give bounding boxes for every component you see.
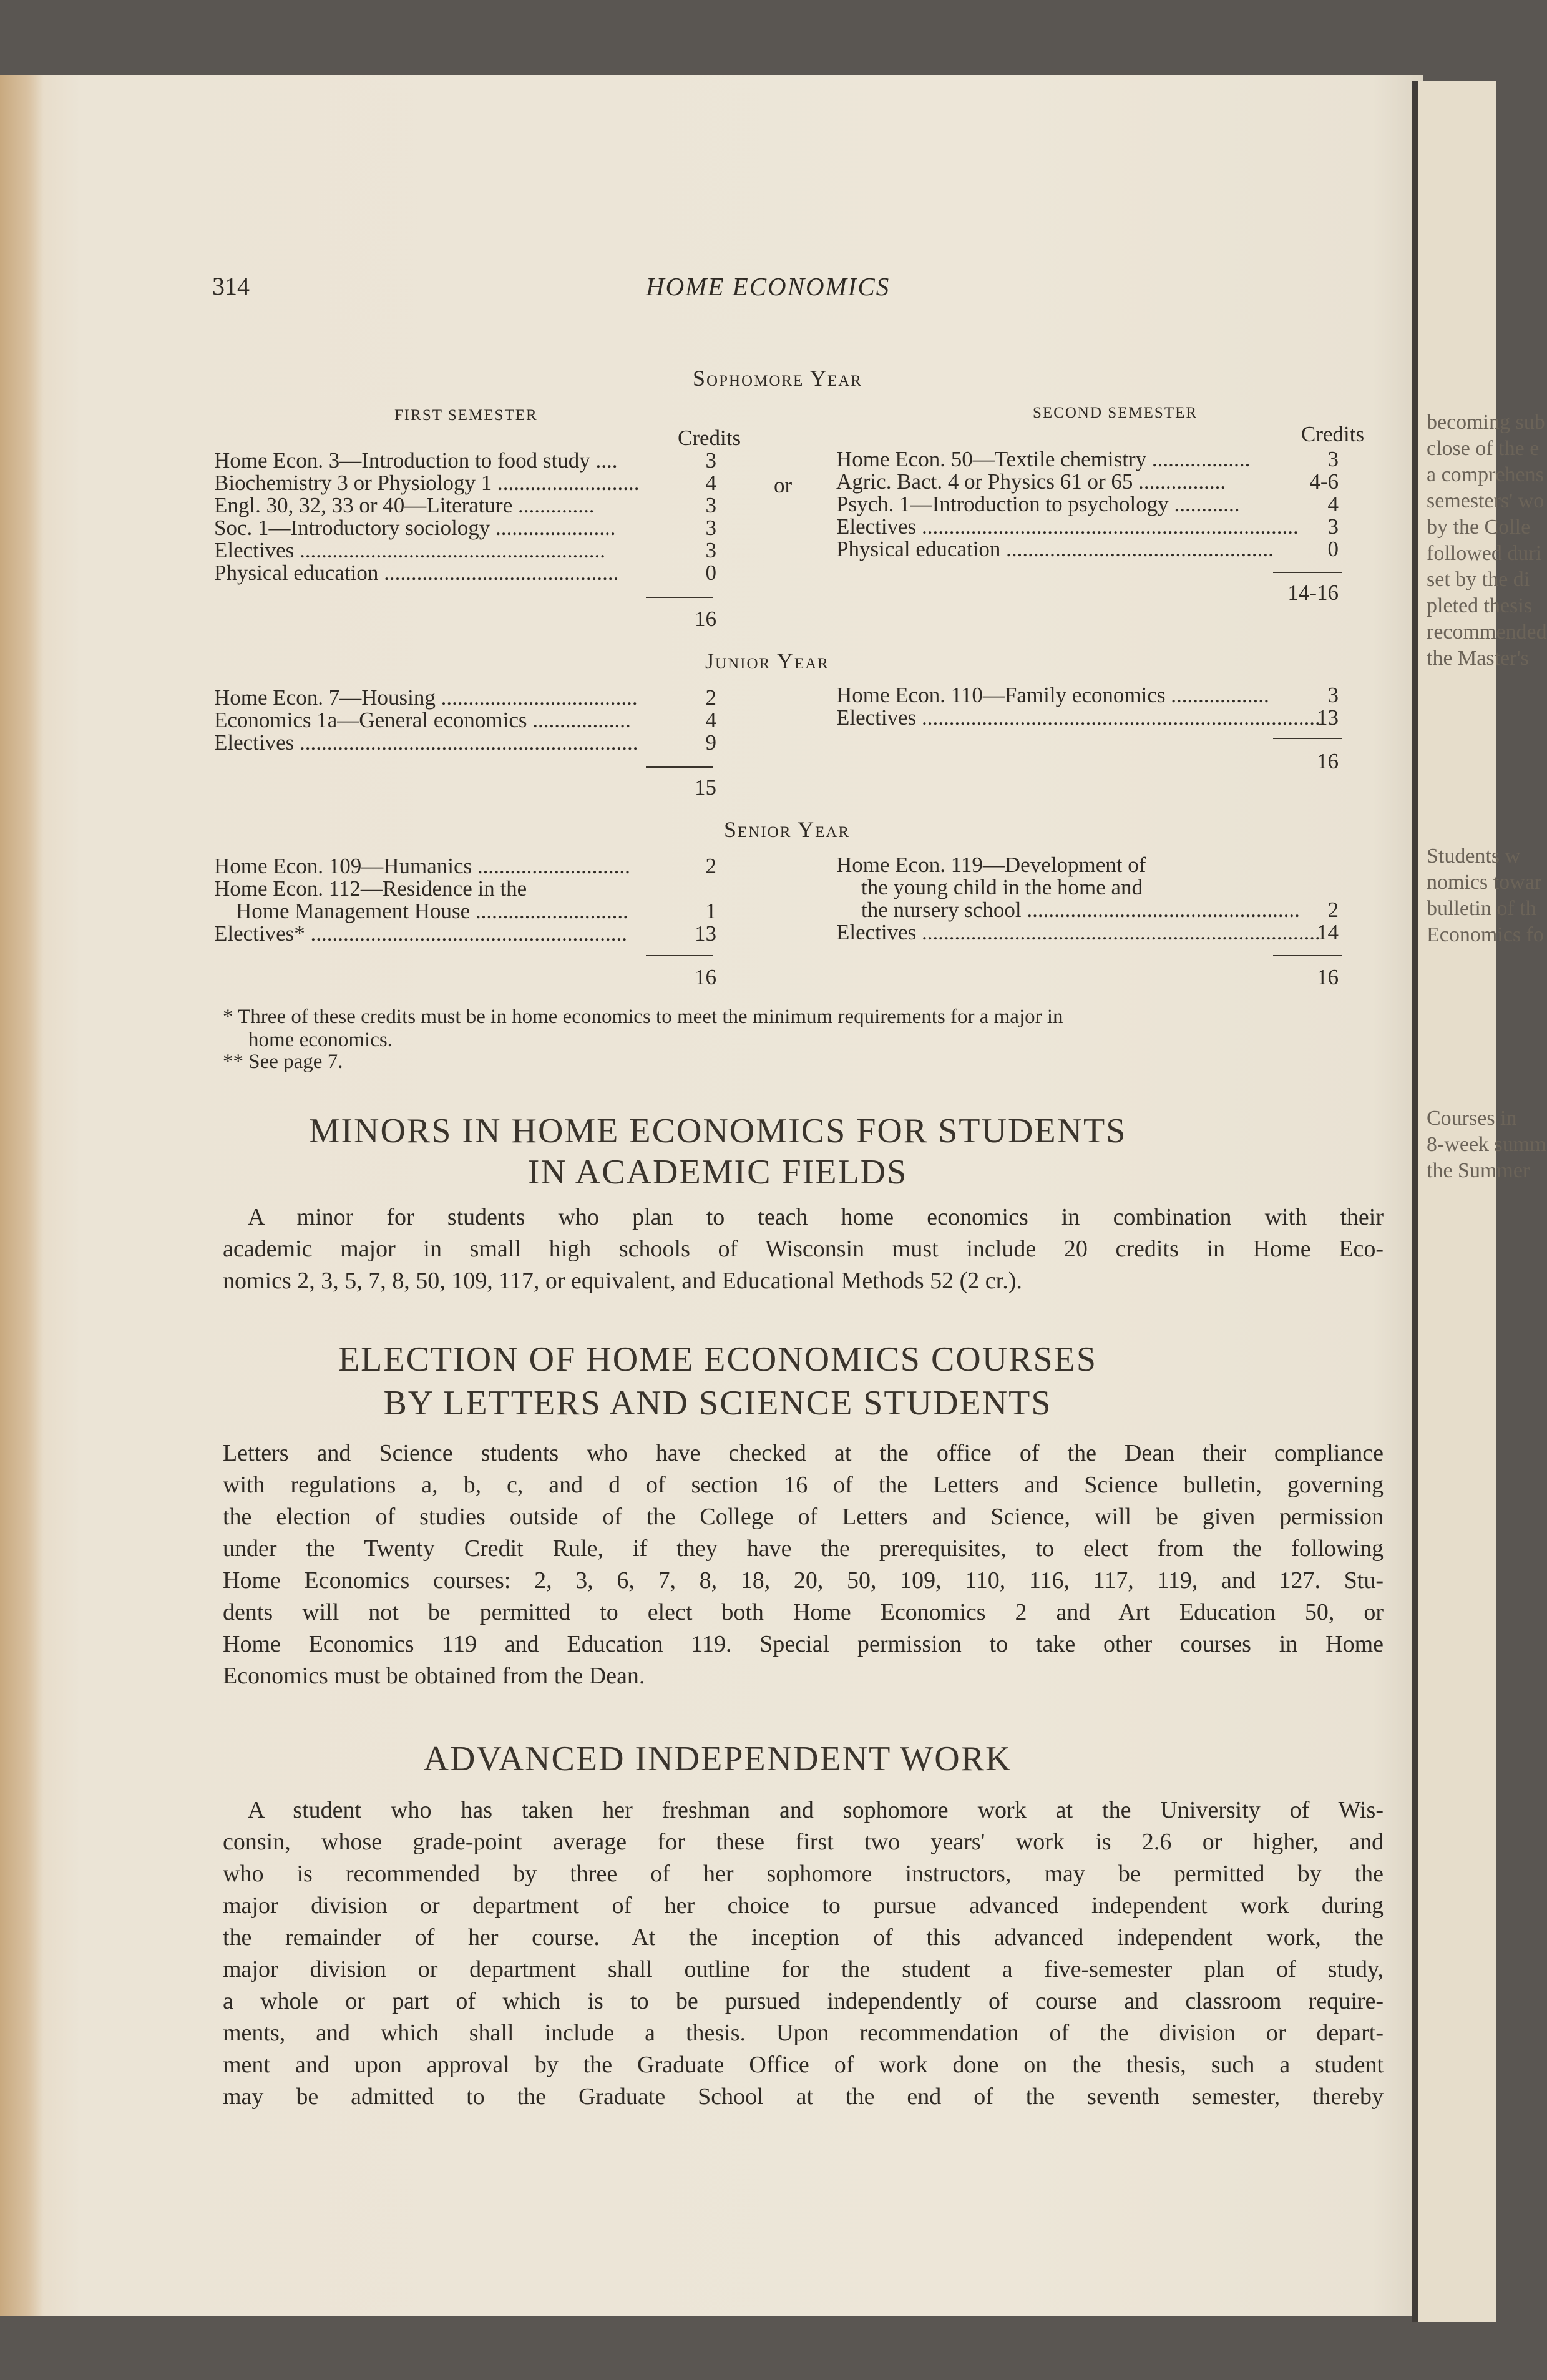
peek-line: nomics towar	[1427, 871, 1542, 894]
credit-value: 2	[1327, 898, 1339, 922]
peek-line: close of the e	[1427, 437, 1540, 460]
course-line: Home Econ. 50—Textile chemistry ..................	[836, 447, 1251, 471]
course-line: Soc. 1—Introductory sociology ......................	[214, 516, 616, 540]
minors-paragraph	[223, 1202, 1384, 1297]
credit-value: 0	[1327, 537, 1339, 561]
credit-value: 9	[705, 730, 716, 755]
peek-line: Students w	[1427, 845, 1521, 868]
election-heading-line-1: ELECTION OF HOME ECONOMICS COURSES	[338, 1340, 1098, 1379]
peek-line: by the Colle	[1427, 516, 1531, 539]
first-semester-label: FIRST SEMESTER	[394, 407, 538, 424]
course-line: Agric. Bact. 4 or Physics 61 or 65 ................	[836, 469, 1226, 494]
credit-value: 3	[705, 538, 716, 562]
course-line: Economics 1a—General economics ..................	[214, 708, 631, 732]
footnote-star-continued: home economics.	[248, 1029, 393, 1051]
total-rule	[1273, 738, 1342, 739]
paragraph-line: Home Economics 119 and Education 119. Special permission to take other courses in Home	[223, 1631, 1384, 1657]
semester-total: 16	[1317, 749, 1339, 773]
adjacent-page-edge	[1412, 81, 1547, 2322]
peek-line: a comprehens	[1427, 463, 1544, 486]
course-line: Home Econ. 7—Housing ....................................	[214, 685, 638, 710]
credit-value: 3	[705, 448, 716, 473]
peek-line: followed duri	[1427, 542, 1542, 565]
running-head: HOME ECONOMICS	[646, 272, 891, 301]
paragraph-line: the remainder of her course. At the inception of this advanced independent work, the	[223, 1924, 1384, 1951]
peek-line: set by the di	[1427, 568, 1530, 591]
course-line: Home Econ. 110—Family economics ..................	[836, 683, 1269, 707]
course-line: Psych. 1—Introduction to psychology ............	[836, 492, 1240, 516]
sophomore-year-heading: Sophomore Year	[693, 366, 862, 391]
credit-value: 1	[705, 899, 716, 923]
semester-total: 15	[695, 775, 716, 800]
minors-heading-line-1: MINORS IN HOME ECONOMICS FOR STUDENTS	[308, 1112, 1127, 1150]
minors-heading-line-2: IN ACADEMIC FIELDS	[527, 1153, 908, 1192]
paragraph-line: a whole or part of which is to be pursued independently of course and classroom require-	[223, 1988, 1384, 2014]
course-line: Electives .....................................................................	[836, 514, 1299, 539]
course-line: Home Econ. 3—Introduction to food study ....	[214, 448, 618, 473]
course-line: Electives ..............................................................	[214, 730, 638, 755]
peek-line: bulletin of th	[1427, 897, 1536, 920]
total-rule	[1273, 572, 1342, 573]
credit-value: 4	[1327, 492, 1339, 516]
total-rule	[646, 597, 713, 598]
credit-value: 3	[1327, 447, 1339, 471]
credit-value: 4-6	[1309, 469, 1339, 494]
credit-value: 2	[705, 685, 716, 710]
peek-line: pleted thesis	[1427, 594, 1533, 617]
credit-value: 2	[705, 854, 716, 878]
total-rule	[646, 955, 713, 956]
course-line: Home Econ. 109—Humanics ............................	[214, 854, 630, 878]
peek-line: semesters' wo	[1427, 489, 1545, 512]
course-line: Home Management House ............................	[236, 899, 628, 923]
credit-value: 3	[1327, 514, 1339, 539]
paragraph-line: under the Twenty Credit Rule, if they have the prerequisites, to elect from the following	[223, 1535, 1384, 1562]
advanced-paragraph	[223, 1795, 1384, 2113]
election-paragraph	[223, 1437, 1384, 1692]
paragraph-line: ment and upon approval by the Graduate Office of work done on the thesis, such a student	[223, 2052, 1384, 2078]
credit-value: 13	[1317, 705, 1339, 730]
course-line: the nursery school ..................................................	[861, 898, 1300, 922]
advanced-heading: ADVANCED INDEPENDENT WORK	[423, 1740, 1012, 1778]
course-line: Physical education ...........................................	[214, 561, 619, 585]
peek-line: the Master's	[1427, 647, 1529, 670]
paragraph-line: major division or department of her choice to pursue advanced independent work during	[223, 1893, 1384, 1919]
course-line: Electives ........................................................	[214, 538, 606, 562]
paragraph-line: dents will not be permitted to elect both Home Economics 2 and Art Education 50, or	[223, 1599, 1384, 1625]
page-number: 314	[212, 272, 250, 300]
credit-value: 4	[705, 471, 716, 495]
total-rule	[646, 766, 713, 768]
page-spine-shading	[0, 75, 44, 2316]
paragraph-line: nomics 2, 3, 5, 7, 8, 50, 109, 117, or equivalent, and Educational Methods 52 (2 cr.).	[223, 1268, 1022, 1294]
course-line: the young child in the home and	[861, 875, 1143, 899]
election-heading-line-2: BY LETTERS AND SCIENCE STUDENTS	[383, 1384, 1052, 1423]
paragraph-line: may be admitted to the Graduate School at the end of the seventh semester, thereby	[223, 2084, 1384, 2110]
peek-line: becoming sub	[1427, 411, 1545, 434]
paragraph-line: Home Economics courses: 2, 3, 6, 7, 8, 18, 20, 50, 109, 110, 116, 117, 119, and 127. Stu-	[223, 1567, 1384, 1594]
paragraph-line: who is recommended by three of her sophomore instructors, may be permitted by the	[223, 1861, 1384, 1887]
paragraph-line: ments, and which shall include a thesis. Upon recommendation of the division or depart-	[223, 2020, 1384, 2046]
semester-total: 16	[695, 965, 716, 989]
course-line: Electives .........................................................................	[836, 705, 1320, 730]
credit-value: 4	[705, 708, 716, 732]
course-line: Home Econ. 112—Residence in the	[214, 876, 527, 901]
peek-line: recommended	[1427, 620, 1547, 644]
semester-total: 14-16	[1287, 580, 1339, 605]
course-line: Home Econ. 119—Development of	[836, 853, 1146, 877]
credits-label: Credits	[1301, 422, 1365, 446]
paragraph-line: major division or department shall outline for the student a five-semester plan of study,	[223, 1956, 1384, 1982]
footnote-star: * Three of these credits must be in home economics to meet the minimum requirements for a major in	[223, 1006, 1063, 1028]
paragraph-line: Letters and Science students who have checked at the office of the Dean their compliance	[223, 1440, 1384, 1466]
paragraph-line: with regulations a, b, c, and d of section 16 of the Letters and Science bulletin, governing	[223, 1472, 1384, 1498]
paragraph-line: Economics must be obtained from the Dean.	[223, 1663, 645, 1689]
paragraph-line: the election of studies outside of the College of Letters and Science, will be given permission	[223, 1504, 1384, 1530]
credit-value: 3	[705, 493, 716, 517]
course-line: Biochemistry 3 or Physiology 1 ..........................	[214, 471, 640, 495]
course-line: Electives* ..........................................................	[214, 921, 628, 946]
credit-value: 3	[705, 516, 716, 540]
paragraph-line: A minor for students who plan to teach home economics in combination with their	[248, 1204, 1384, 1230]
paragraph-line: A student who has taken her freshman and sophomore work at the University of Wis-	[248, 1797, 1384, 1823]
or-connector: or	[774, 473, 793, 497]
peek-line: the Summer	[1427, 1159, 1530, 1182]
peek-line: Economics fo	[1427, 923, 1544, 946]
peek-line: Courses in	[1427, 1107, 1517, 1130]
credit-value: 0	[705, 561, 716, 585]
paragraph-line: consin, whose grade-point average for these first two years' work is 2.6 or higher, and	[223, 1829, 1384, 1855]
semester-total: 16	[1317, 965, 1339, 989]
second-semester-label: SECOND SEMESTER	[1033, 404, 1198, 421]
total-rule	[1273, 955, 1342, 956]
credit-value: 13	[695, 921, 716, 946]
footnote-double-star: ** See page 7.	[223, 1050, 343, 1073]
course-line: Engl. 30, 32, 33 or 40—Literature ..............	[214, 493, 595, 517]
credit-value: 3	[1327, 683, 1339, 707]
paragraph-line: academic major in small high schools of Wisconsin must include 20 credits in Home Eco-	[223, 1236, 1384, 1262]
junior-year-heading: Junior Year	[705, 649, 829, 673]
credit-value: 14	[1317, 920, 1339, 944]
course-line: Physical education .................................................	[836, 537, 1274, 561]
course-line: Electives .........................................................................	[836, 920, 1320, 944]
peek-line: 8-week summ	[1427, 1133, 1546, 1156]
credits-label: Credits	[678, 426, 741, 450]
semester-total: 16	[695, 607, 716, 631]
senior-year-heading: Senior Year	[724, 817, 851, 842]
